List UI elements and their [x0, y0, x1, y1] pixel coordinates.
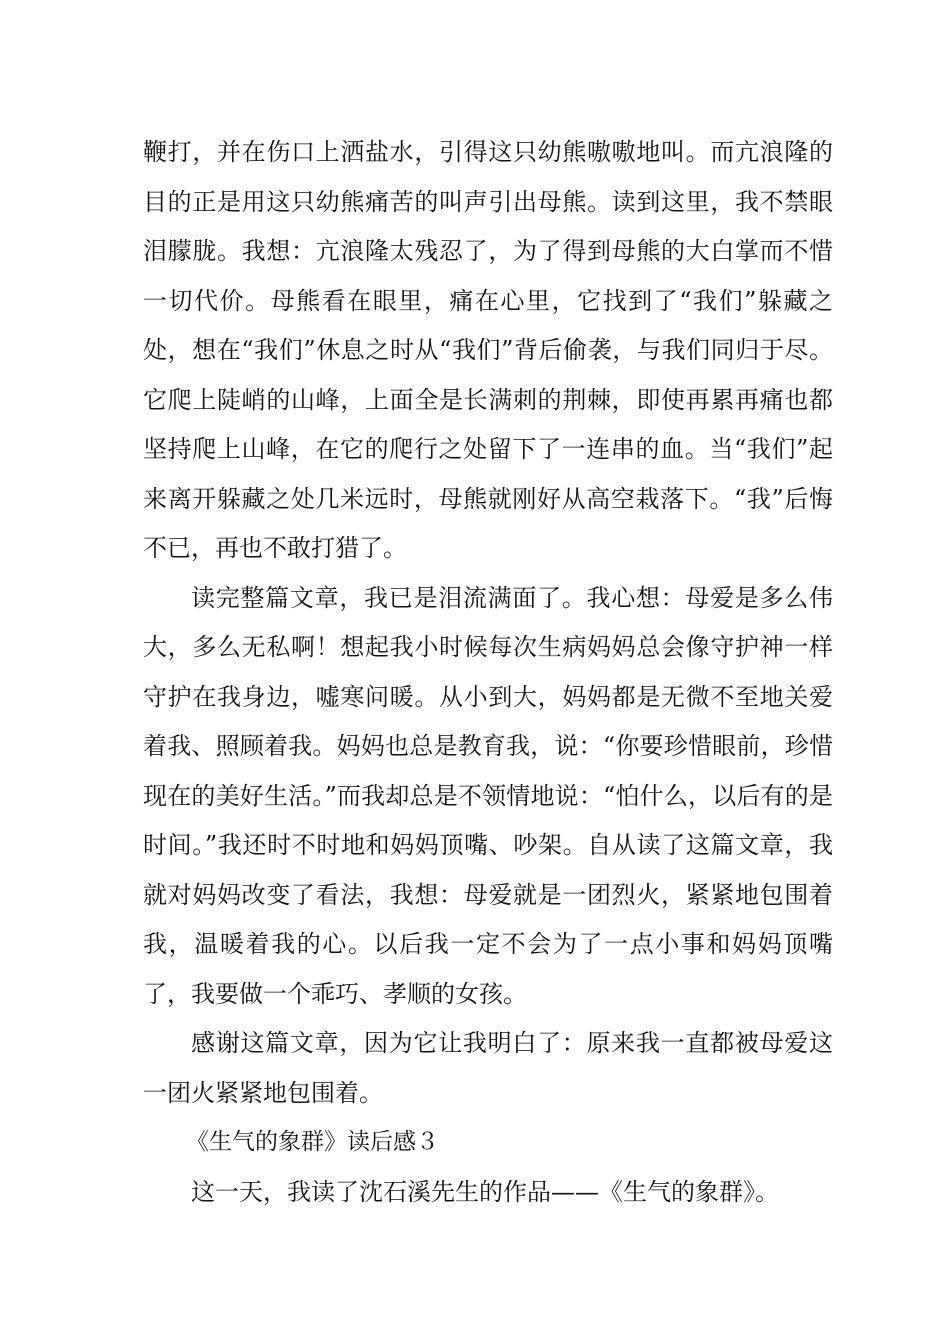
paragraph-intro: 这一天，我读了沈石溪先生的作品——《生气的象群》。	[191, 1177, 779, 1206]
document-body	[143, 128, 833, 1217]
paragraph-story-summary: 鞭打，并在伤口上洒盐水，引得这只幼熊嗷嗷地叫。而亢浪隆的目的正是用这只幼熊痛苦的叫声引出母熊。读到这里，我不禁眼泪朦胧。我想：亢浪隆太残忍了，为了得到母熊的大白掌而不惜一切代价。母熊看在眼里，痛在心里，它找到了“我们”躲藏之处，想在“我们”休息之时从“我们”背后偷袭，与我们同归于尽。它爬上陡峭的山峰，上面全是长满刺的荆棘，即使再累再痛也都坚持爬上山峰，在它的爬行之处留下了一连串的血。当“我们”起来离开躲藏之处几米远时，母熊就刚好从高空栽落下。“我”后悔不已，再也不敢打猎了。	[143, 138, 833, 562]
paragraph-gratitude: 感谢这篇文章，因为它让我明白了：原来我一直都被母爱这一团火紧紧地包围着。	[143, 1029, 833, 1107]
section-title: 《生气的象群》读后感３	[186, 1129, 439, 1155]
paragraph-reflection: 读完整篇文章，我已是泪流满面了。我心想：母爱是多么伟大，多么无私啊！想起我小时候每次生病妈妈总会像守护神一样守护在我身边，嘘寒问暖。从小到大，妈妈都是无微不至地关爱着我、照顾着我。妈妈也总是教育我，说：“你要珍惜眼前，珍惜现在的美好生活。”而我却总是不领情地说：“怕什么，以后有的是时间。”我还时不时地和妈妈顶嘴、吵架。自从读了这篇文章，我就对妈妈改变了看法，我想：母爱就是一团烈火，紧紧地包围着我，温暖着我的心。以后我一定不会为了一点小事和妈妈顶嘴了，我要做一个乖巧、孝顺的女孩。	[143, 583, 833, 1008]
